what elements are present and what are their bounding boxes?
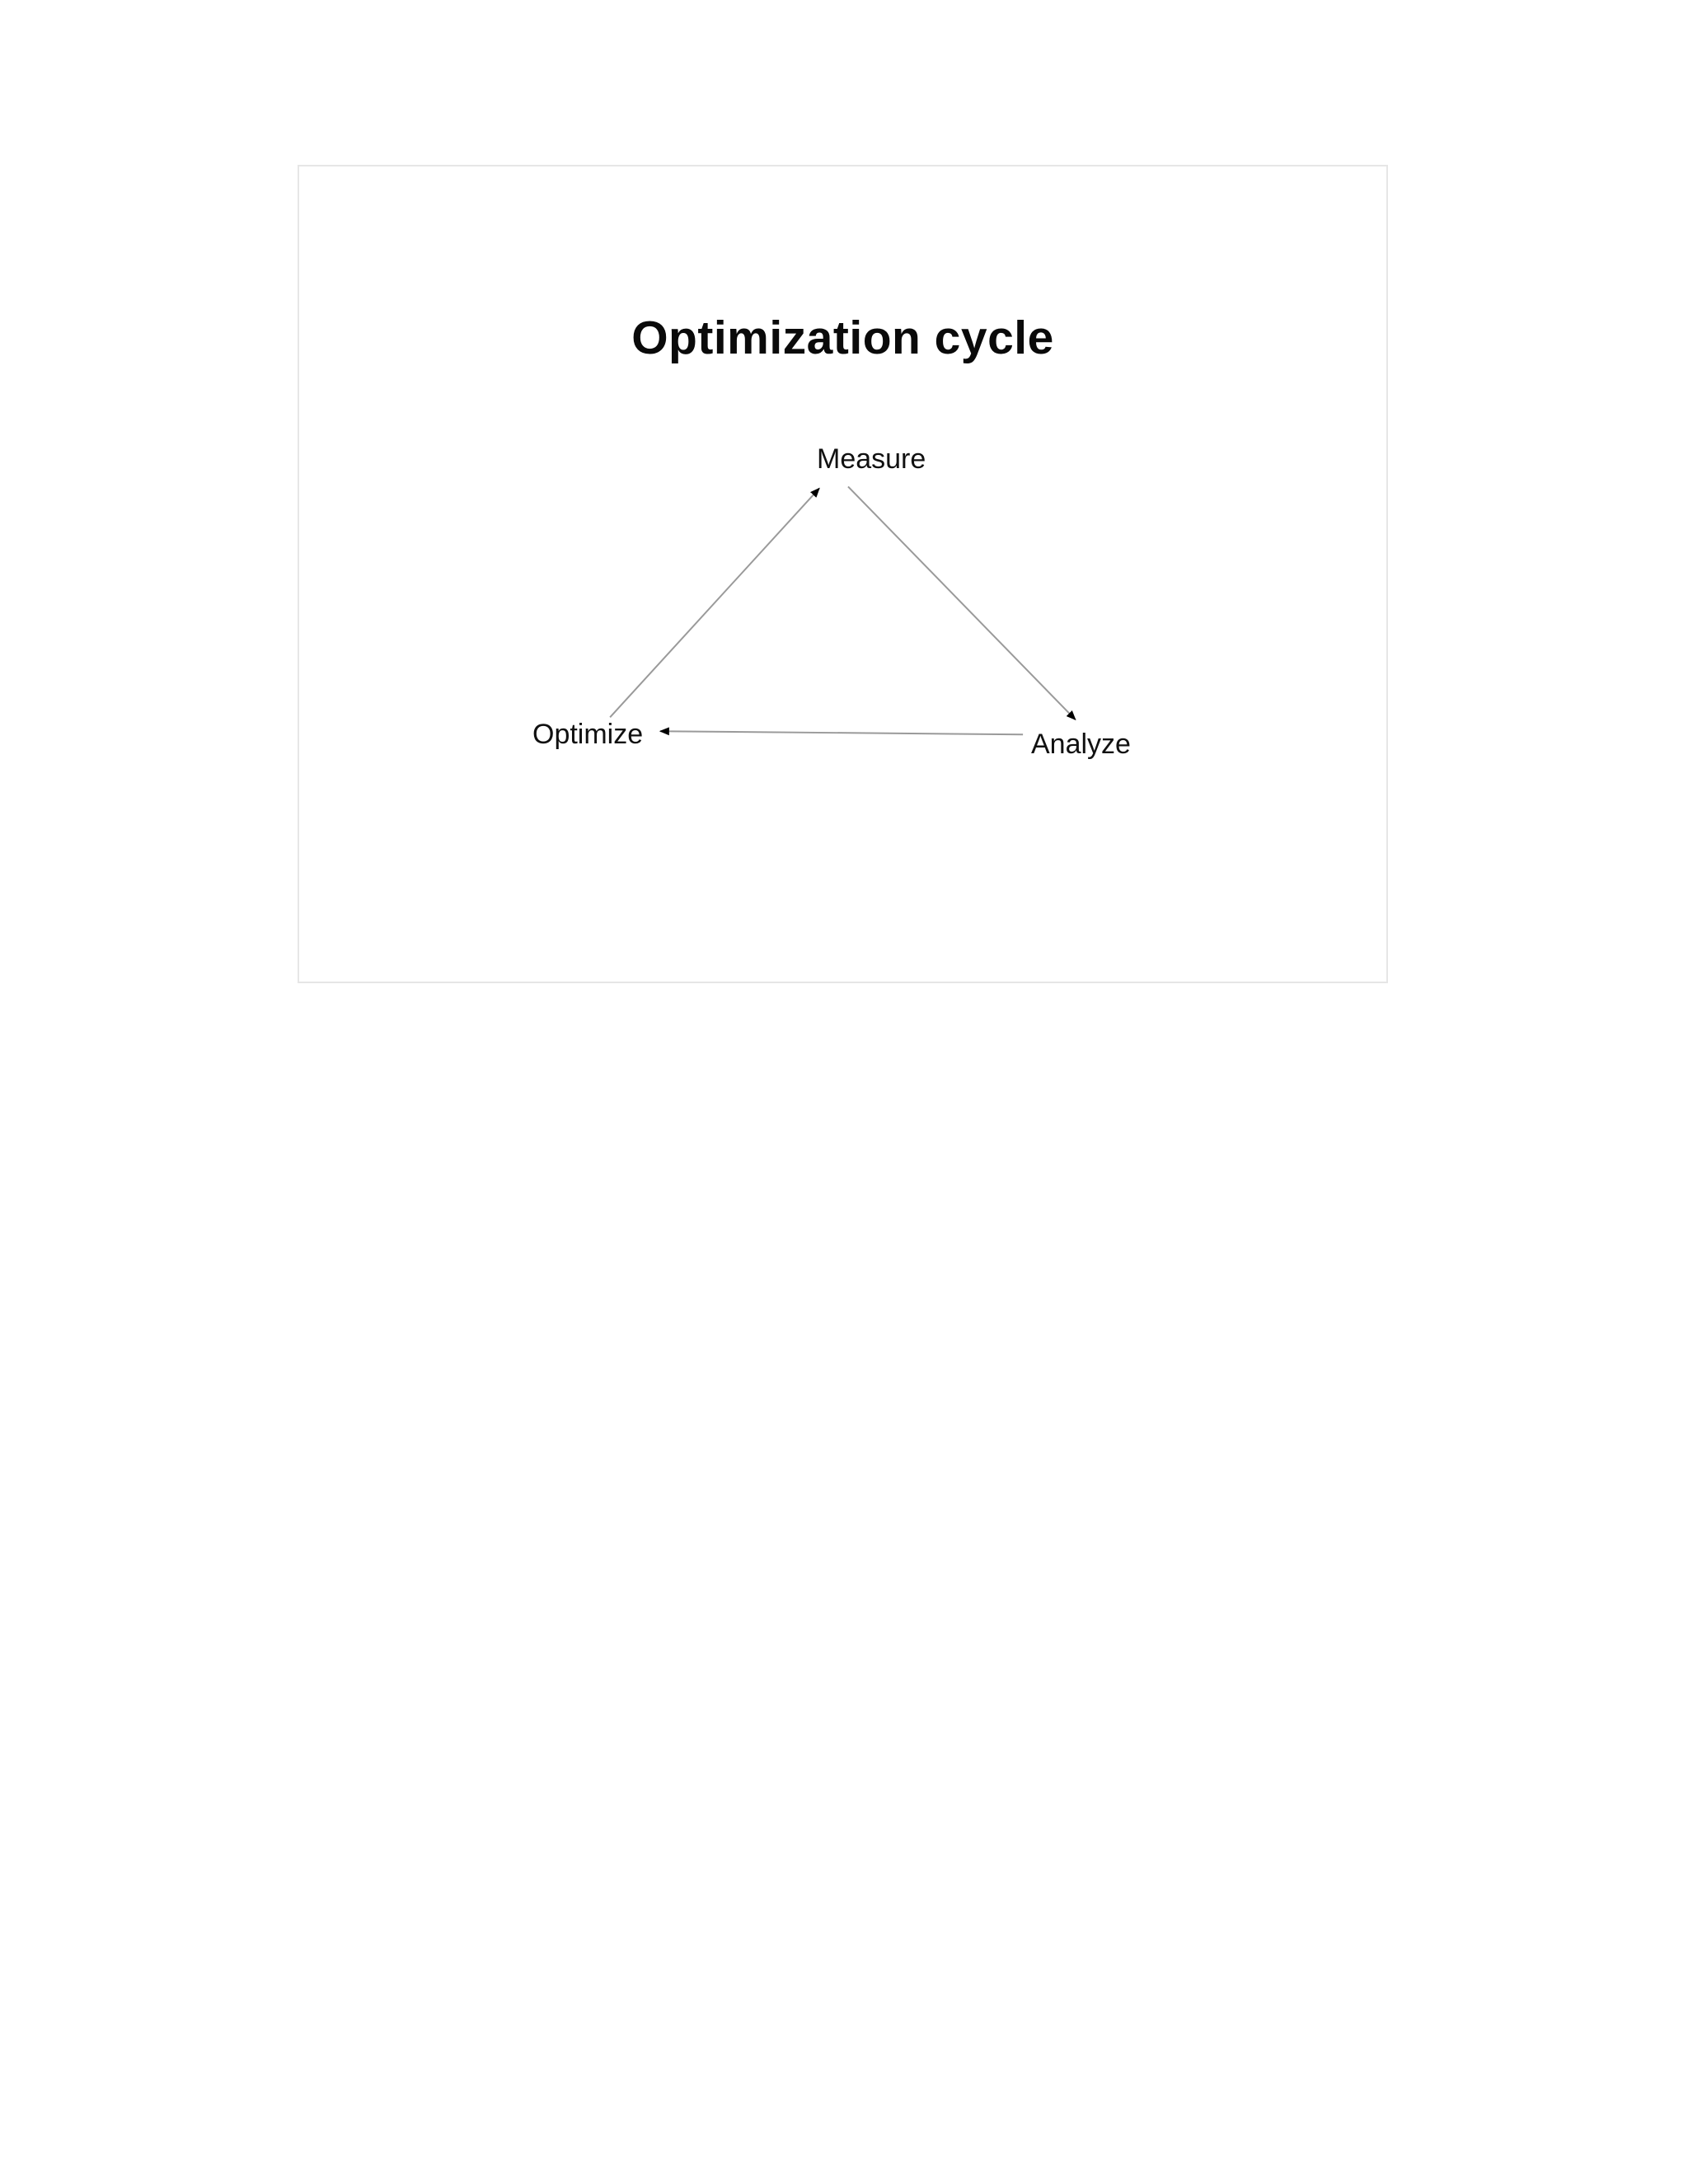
cycle-diagram bbox=[299, 166, 1386, 982]
edge-measure-to-analyze bbox=[848, 486, 1076, 719]
node-measure: Measure bbox=[817, 443, 926, 475]
node-analyze: Analyze bbox=[1031, 729, 1131, 760]
edge-optimize-to-measure bbox=[610, 488, 819, 717]
diagram-title: Optimization cycle bbox=[631, 312, 1054, 364]
slide-frame bbox=[298, 165, 1388, 983]
edge-analyze-to-optimize bbox=[660, 731, 1023, 734]
node-optimize: Optimize bbox=[532, 719, 644, 750]
